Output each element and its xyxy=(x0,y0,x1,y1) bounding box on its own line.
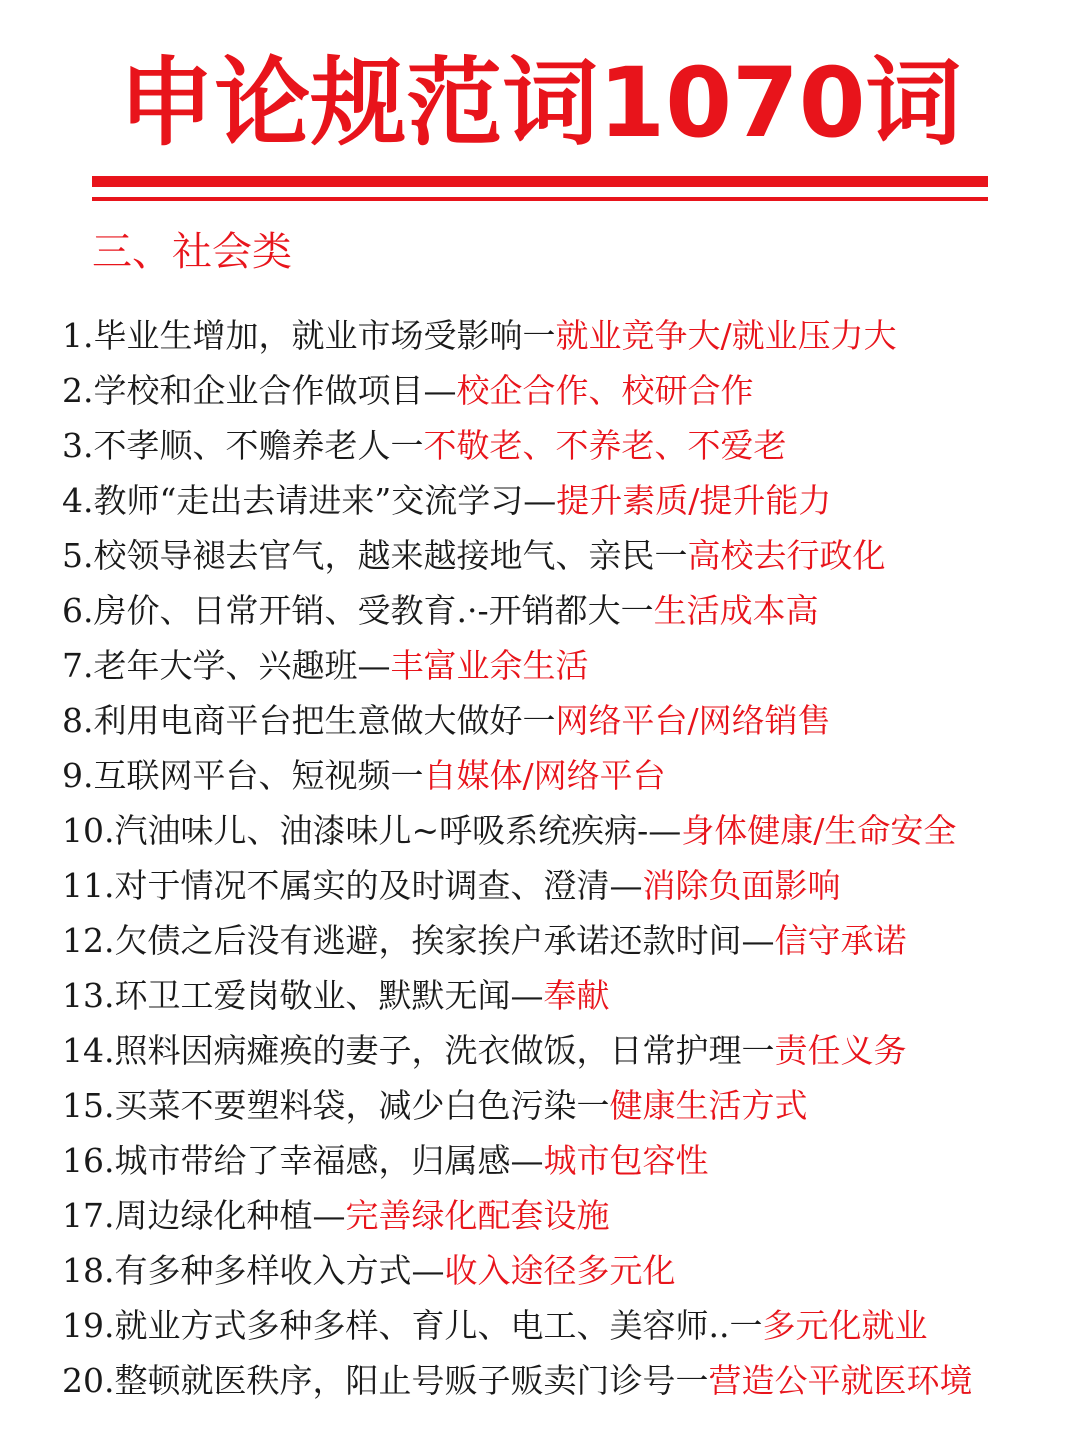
item-number: 11. xyxy=(62,866,115,905)
item-separator: 一 xyxy=(390,426,424,465)
item-description: 毕业生增加，就业市场受影响 xyxy=(93,316,523,355)
item-separator: 一 xyxy=(675,1361,709,1400)
item-description: 互联网平台、短视频 xyxy=(93,756,391,795)
item-term: 身体健康/生命安全 xyxy=(681,811,957,850)
list-item xyxy=(62,528,1072,583)
item-description: 对于情况不属实的及时调查、澄清 xyxy=(114,866,610,905)
item-term: 信守承诺 xyxy=(774,921,907,960)
item-separator: 一 xyxy=(729,1306,763,1345)
item-separator: — xyxy=(741,921,775,960)
item-number: 17. xyxy=(62,1196,115,1235)
list-item xyxy=(62,418,1072,473)
item-number: 3. xyxy=(62,426,94,465)
item-description: 房价、日常开销、受教育.·-开销都大 xyxy=(93,591,621,630)
item-description: 学校和企业合作做项目 xyxy=(93,371,424,410)
item-description: 汽油味儿、油漆味儿~呼吸系统疾病 xyxy=(114,811,638,850)
list-item xyxy=(62,1023,1072,1078)
item-number: 16. xyxy=(62,1141,115,1180)
item-separator: — xyxy=(312,1196,346,1235)
list-item xyxy=(62,1133,1072,1188)
item-separator: — xyxy=(423,371,457,410)
item-number: 20. xyxy=(62,1361,115,1400)
item-term: 校企合作、校研合作 xyxy=(456,371,754,410)
item-number: 1. xyxy=(62,316,94,355)
item-term: 奉献 xyxy=(543,976,610,1015)
item-separator: 一 xyxy=(576,1086,610,1125)
item-term: 营造公平就医环境 xyxy=(708,1361,973,1400)
item-term: 自媒体/网络平台 xyxy=(423,756,666,795)
list-item xyxy=(62,803,1072,858)
item-separator: 一 xyxy=(620,591,654,630)
list-item xyxy=(62,363,1072,418)
item-term: 完善绿化配套设施 xyxy=(345,1196,610,1235)
item-number: 12. xyxy=(62,921,115,960)
item-number: 15. xyxy=(62,1086,115,1125)
item-number: 7. xyxy=(62,646,94,685)
item-term: 多元化就业 xyxy=(762,1306,928,1345)
item-separator: — xyxy=(510,976,544,1015)
list-item xyxy=(62,1078,1072,1133)
item-description: 教师“走出去请进来”交流学习 xyxy=(93,481,524,520)
title-divider-thick xyxy=(92,176,988,187)
list-item xyxy=(62,1298,1072,1353)
item-number: 9. xyxy=(62,756,94,795)
item-separator: -— xyxy=(637,811,682,850)
item-separator: 一 xyxy=(741,1031,775,1070)
item-term: 提升素质/提升能力 xyxy=(556,481,832,520)
item-number: 19. xyxy=(62,1306,115,1345)
item-term: 网络平台/网络销售 xyxy=(555,701,831,740)
item-number: 4. xyxy=(62,481,94,520)
term-list xyxy=(62,308,1072,1408)
item-description: 老年大学、兴趣班 xyxy=(93,646,358,685)
item-separator: 一 xyxy=(522,316,556,355)
title-divider-thin xyxy=(92,197,988,201)
section-heading: 三、社会类 xyxy=(92,229,292,275)
list-item xyxy=(62,693,1072,748)
item-separator: — xyxy=(357,646,391,685)
item-description: 环卫工爱岗敬业、默默无闻 xyxy=(114,976,511,1015)
item-number: 18. xyxy=(62,1251,115,1290)
item-term: 消除负面影响 xyxy=(642,866,841,905)
list-item xyxy=(62,1188,1072,1243)
list-item xyxy=(62,308,1072,363)
item-description: 就业方式多种多样、育儿、电工、美容师.. xyxy=(114,1306,730,1345)
item-term: 生活成本高 xyxy=(653,591,819,630)
item-number: 14. xyxy=(62,1031,115,1070)
item-term: 不敬老、不养老、不爱老 xyxy=(423,426,787,465)
item-description: 照料因病瘫痪的妻子，洗衣做饭，日常护理 xyxy=(114,1031,742,1070)
list-item xyxy=(62,638,1072,693)
item-description: 周边绿化种植 xyxy=(114,1196,313,1235)
item-separator: — xyxy=(510,1141,544,1180)
list-item xyxy=(62,968,1072,1023)
item-number: 6. xyxy=(62,591,94,630)
item-description: 城市带给了幸福感，归属感 xyxy=(114,1141,511,1180)
item-separator: — xyxy=(411,1251,445,1290)
list-item xyxy=(62,473,1072,528)
list-item xyxy=(62,858,1072,913)
item-description: 有多种多样收入方式 xyxy=(114,1251,412,1290)
list-item xyxy=(62,583,1072,638)
list-item xyxy=(62,913,1072,968)
item-description: 不孝顺、不赡养老人 xyxy=(93,426,391,465)
list-item xyxy=(62,748,1072,803)
item-number: 5. xyxy=(62,536,94,575)
item-description: 整顿就医秩序，阳止号贩子贩卖门诊号 xyxy=(114,1361,676,1400)
item-separator: — xyxy=(523,481,557,520)
item-term: 就业竞争大/就业压力大 xyxy=(555,316,897,355)
item-number: 8. xyxy=(62,701,94,740)
item-term: 丰富业余生活 xyxy=(390,646,589,685)
item-separator: 一 xyxy=(522,701,556,740)
item-number: 13. xyxy=(62,976,115,1015)
list-item xyxy=(62,1243,1072,1298)
item-description: 买菜不要塑料袋，减少白色污染 xyxy=(114,1086,577,1125)
item-separator: 一 xyxy=(654,536,688,575)
item-term: 责任义务 xyxy=(774,1031,907,1070)
page-title: 申论规范词1070词 xyxy=(118,47,962,159)
item-description: 欠债之后没有逃避，挨家挨户承诺还款时间 xyxy=(114,921,742,960)
item-term: 高校去行政化 xyxy=(687,536,886,575)
item-term: 收入途径多元化 xyxy=(444,1251,676,1290)
item-number: 2. xyxy=(62,371,94,410)
item-term: 健康生活方式 xyxy=(609,1086,808,1125)
item-term: 城市包容性 xyxy=(543,1141,709,1180)
item-separator: — xyxy=(609,866,643,905)
item-description: 利用电商平台把生意做大做好 xyxy=(93,701,523,740)
list-item xyxy=(62,1353,1072,1408)
item-description: 校领导褪去官气，越来越接地气、亲民 xyxy=(93,536,655,575)
item-separator: 一 xyxy=(390,756,424,795)
item-number: 10. xyxy=(62,811,115,850)
